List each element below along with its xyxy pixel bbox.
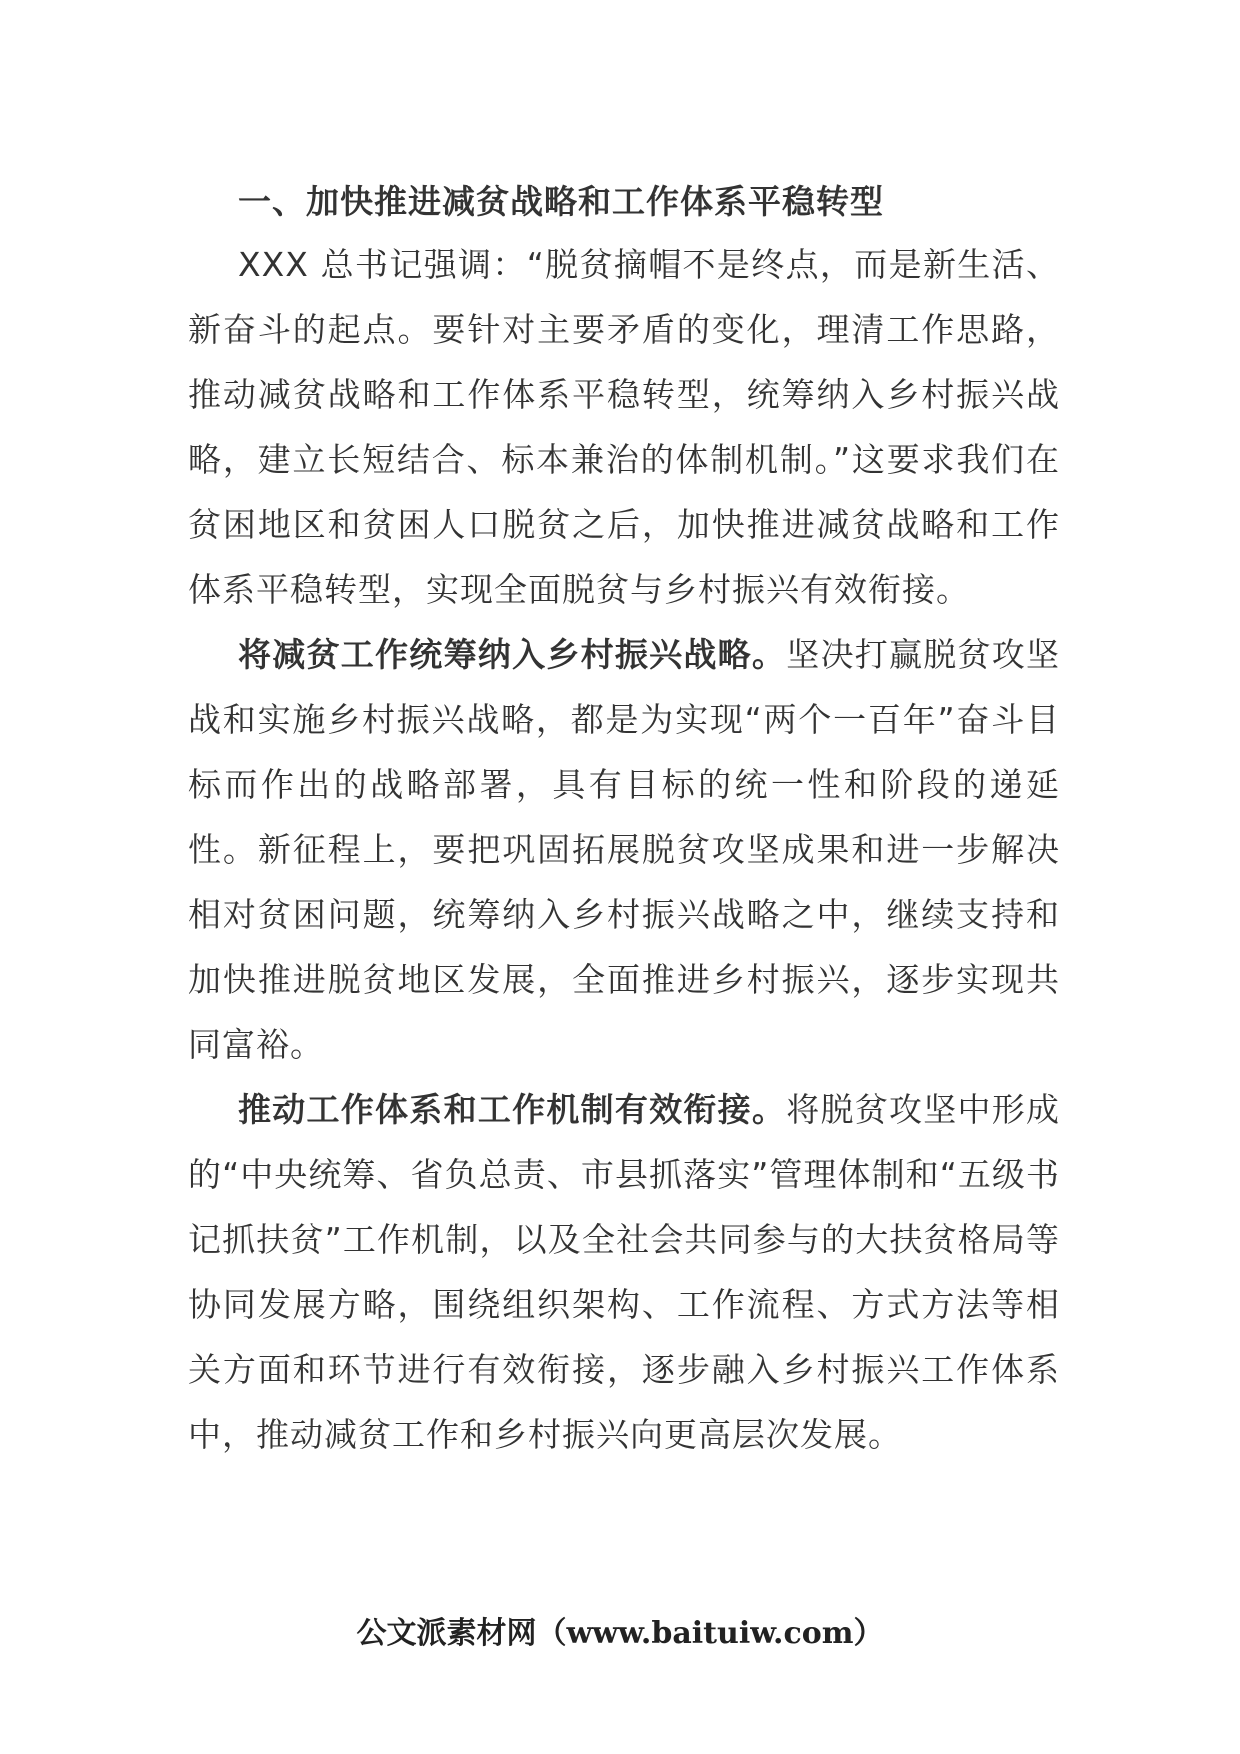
paragraph-3	[188, 1077, 1060, 1467]
paragraph-3-text: 将脱贫攻坚中形成的“中央统筹、省负总责、市县抓落实”管理体制和“五级书记抓扶贫”工作机制，以及全社会共同参与的大扶贫格局等协同发展方略，围绕组织架构、工作流程、方式方法等相关方面和环节进行有效衔接，逐步融入乡村振兴工作体系中，推动减贫工作和乡村振兴向更高层次发展。	[188, 1090, 1061, 1454]
paragraph-2	[188, 622, 1060, 1077]
paragraph-2-text: 坚决打赢脱贫攻坚战和实施乡村振兴战略，都是为实现“两个一百年”奋斗目标而作出的战略部署，具有目标的统一性和阶段的递延性。新征程上，要把巩固拓展脱贫攻坚成果和进一步解决相对贫困问题，统筹纳入乡村振兴战略之中，继续支持和加快推进脱贫地区发展，全面推进乡村振兴，逐步实现共同富裕。	[188, 635, 1061, 1064]
paragraph-2-lead: 将减贫工作统筹纳入乡村振兴战略。	[238, 635, 787, 674]
paragraph-1	[188, 232, 1060, 622]
document-body	[188, 172, 1060, 1467]
footer-source: 公文派素材网（www.baituiw.com）	[356, 1616, 884, 1651]
paragraph-1-text: XXX 总书记强调：“脱贫摘帽不是终点，而是新生活、新奋斗的起点。要针对主要矛盾的变化，理清工作思路，推动减贫战略和工作体系平稳转型，统筹纳入乡村振兴战略，建立长短结合、标本兼治的体制机制。”这要求我们在贫困地区和贫困人口脱贫之后，加快推进减贫战略和工作体系平稳转型，实现全面脱贫与乡村振兴有效衔接。	[188, 245, 1060, 609]
section-heading: 一、加快推进减贫战略和工作体系平稳转型	[238, 182, 884, 221]
paragraph-3-lead: 推动工作体系和工作机制有效衔接。	[238, 1090, 787, 1129]
